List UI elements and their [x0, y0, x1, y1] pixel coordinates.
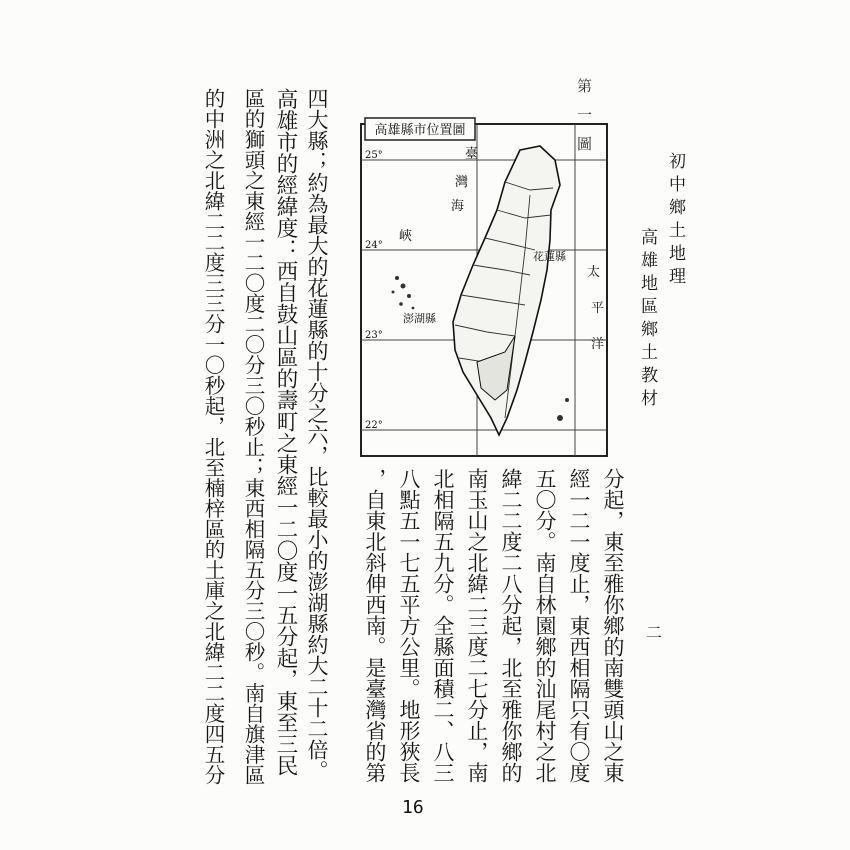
location-map: [355, 100, 615, 460]
text-column-7: 八點五一七五平方公里。地形狹長: [397, 468, 421, 783]
text-column-8: ，自東北斜伸西南。是臺灣省的第: [363, 468, 387, 783]
side-page-marker: 二: [646, 623, 663, 642]
text-column-9: 四大縣；約為最大的花蓮縣的十分之六，比較最小的澎湖縣約大二十二倍。: [305, 88, 329, 781]
latitude-25: 25°: [365, 150, 383, 161]
latitude-22: 22°: [365, 420, 383, 431]
text-column-6: 北相隔五九分。全縣面積二、八三: [431, 468, 455, 783]
text-column-3: 五〇分。南自林園鄉的汕尾村之北: [533, 468, 557, 783]
text-column-4: 緯二二度二八分起，北至雅你鄉的: [499, 468, 523, 783]
label-penghu: 澎湖縣: [403, 312, 436, 325]
label-pacific-2: 平: [591, 301, 605, 316]
text-column-5: 南玉山之北緯二三度二七分止，南: [465, 468, 489, 783]
latitude-24: 24°: [365, 240, 383, 251]
text-column-11: 區的獅頭之東經一二〇度二〇分三〇秒止；東西相隔五分三〇秒。南自旗津區: [241, 88, 265, 785]
header-series: 初中鄉土地理: [665, 152, 685, 290]
label-hualien: 花蓮縣: [533, 250, 566, 263]
label-pacific-3: 洋: [591, 337, 605, 352]
latitude-23: 23°: [365, 330, 383, 341]
text-column-10: 高雄市的經緯度：西自鼓山區的壽町之東經一二〇度一五分起，東至三民: [273, 88, 298, 776]
map-title: 高雄縣市位置圖: [374, 123, 466, 138]
page-number: 16: [402, 797, 424, 818]
text-column-1: 分起，東至雅你鄉的南雙頭山之東: [601, 468, 625, 783]
text-column-12: 的中洲之北緯二二度三三分一〇秒起，北至楠梓區的土庫之北緯二二度四五分: [201, 88, 225, 785]
label-strait-4: 峽: [399, 229, 413, 244]
penghu-islands: [392, 276, 415, 309]
text-column-2: 經一二一度止，東西相隔只有〇度: [567, 468, 591, 783]
label-strait-1: 臺: [465, 147, 479, 162]
label-pacific-1: 太: [587, 265, 601, 280]
header-title: 高雄地區鄉土教材: [637, 228, 657, 412]
label-strait-2: 灣: [455, 175, 469, 190]
figure-label: 第一圖: [575, 78, 593, 165]
label-strait-3: 海: [451, 199, 465, 214]
taiwan-island-shape: [453, 146, 560, 435]
